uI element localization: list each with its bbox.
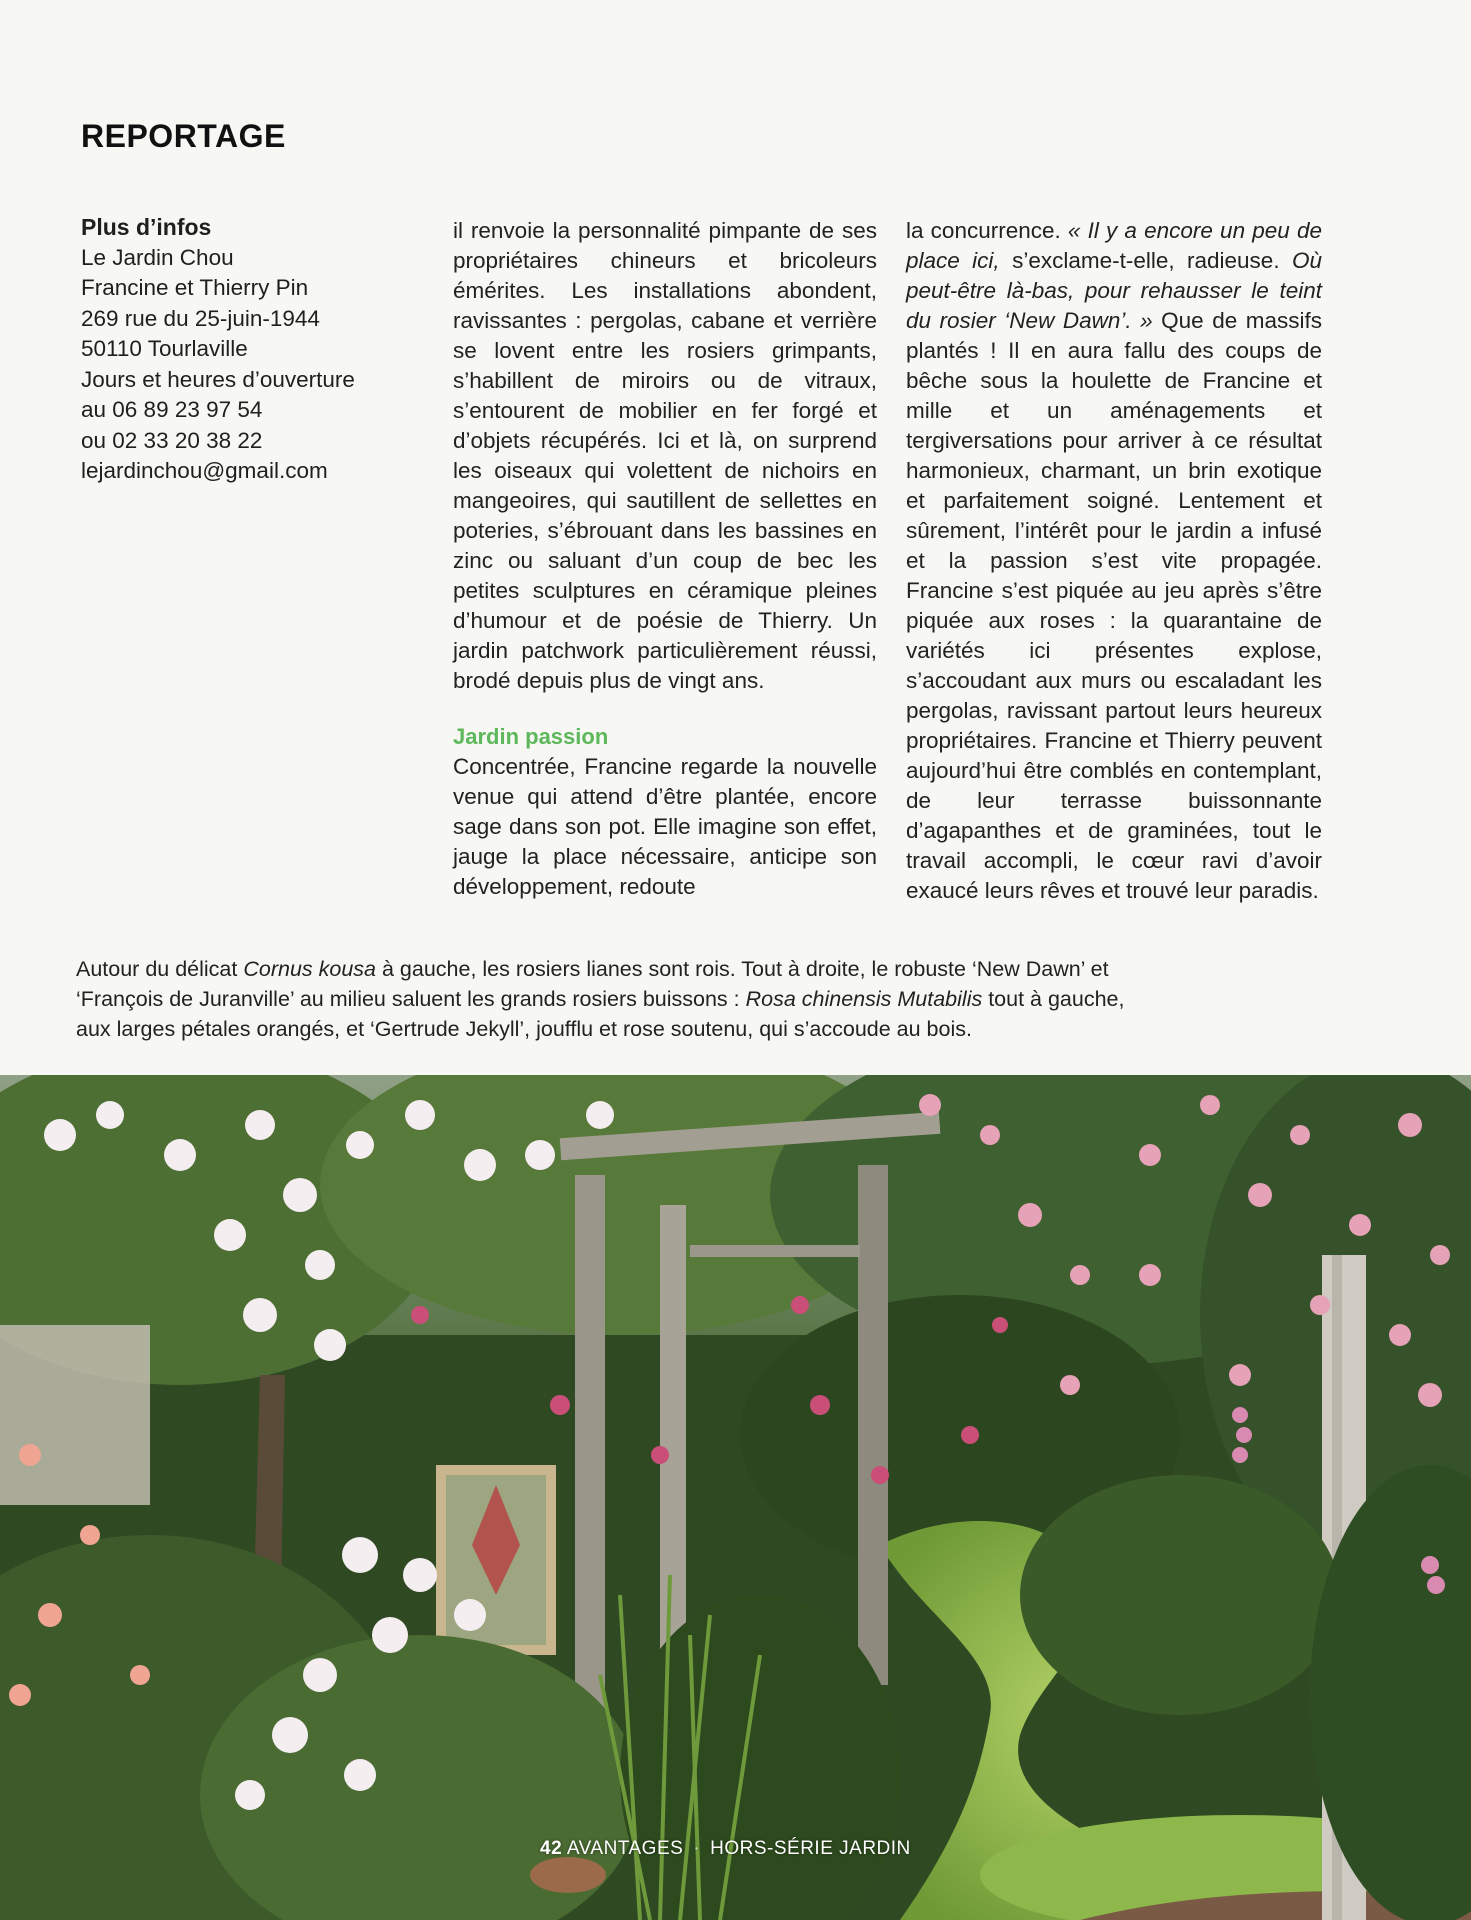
caption-text: tout à gauche, aux larges pétales orangés, et ‘Gertrude Jekyll’, joufflu et rose soutenu, qui s’accoude au bois. — [76, 987, 1125, 1041]
quote: Où peut-être là-bas, pour rehausser le teint du rosier ‘New Dawn’. » — [906, 248, 1322, 333]
info-hours: Jours et heures d’ouverture — [81, 366, 355, 392]
article-paragraph — [906, 216, 1322, 906]
info-email: lejardinchou@gmail.com — [81, 458, 328, 483]
page-number: 42 — [540, 1838, 563, 1859]
article-paragraph: il renvoie la personnalité pimpante de ses propriétaires chineurs et bricoleurs émérites. Les installations abondent, ravissantes : pergolas, cabane et verrière se lovent entre les rosiers grimpants, s’habillent de miroirs ou de vitraux, s’entourent de mobilier en fer forgé et d’objets récupérés. Ici et là, on surprend les oiseaux qui volettent de nichoirs en mangeoires, qui sautillent de sellettes en poteries, s’ébrouant dans les bassines en zinc ou saluant d’un coup de bec les petites sculptures en céramique pleines d’humour et de poésie de Thierry. Un jardin patchwork particulièrement réussi, brodé depuis plus de vingt ans. — [453, 218, 877, 693]
info-title: Plus d’infos — [81, 214, 212, 240]
info-box — [81, 212, 411, 487]
info-street: 269 rue du 25-juin-1944 — [81, 305, 320, 331]
info-owners: Francine et Thierry Pin — [81, 275, 309, 300]
page-footer — [540, 1838, 911, 1860]
caption-italic: Rosa chinensis Mutabilis — [745, 987, 983, 1011]
caption-text: à gauche, les rosiers lianes sont rois. Tout à droite, le robuste ‘New Dawn’ et ‘François de Juranville’ au milieu saluent les grands rosiers buissons : — [76, 957, 1109, 1011]
text-mid: s’exclame-t-elle, radieuse. — [1012, 248, 1280, 273]
info-city: 50110 Tourlaville — [81, 336, 248, 361]
article-paragraph: Concentrée, Francine regarde la nouvelle venue qui attend d’être plantée, encore sage dans son pot. Elle imagine son effet, jauge la place nécessaire, anticipe son développement, redoute — [453, 754, 877, 899]
article-column-3 — [906, 216, 1322, 906]
issue-name: HORS-SÉRIE JARDIN — [710, 1838, 911, 1859]
magazine-name: AVANTAGES — [566, 1838, 684, 1859]
photo-caption — [76, 954, 1156, 1044]
text-lead: la concurrence. — [906, 218, 1061, 243]
footer-separator: · — [693, 1838, 701, 1859]
info-phone-2: ou 02 33 20 38 22 — [81, 427, 263, 453]
info-garden-name: Le Jardin Chou — [81, 244, 234, 270]
garden-photo — [0, 1075, 1471, 1920]
caption-text: Autour du délicat — [76, 957, 244, 981]
text-rest: Que de massifs plantés ! Il en aura fallu des coups de bêche sous la houlette de Francine et mille et un aménagements et tergiversations pour arriver à ce résultat harmonieux, charmant, un brin exotique et parfaitement soigné. Lentement et sûrement, l’intérêt pour le jardin a infusé et la passion s’est vite propagée. Francine s’est piquée au jeu après s’être piquée aux roses : la quarantaine de variétés ici présentes explose, s’accoudant aux murs ou escaladant les pergolas, ravissant partout leurs heureux propriétaires. Francine et Thierry peuvent aujourd’hui être comblés en contemplant, de leur terrasse buissonnante d’agapanthes et de graminées, tout le travail accompli, le cœur ravi d’avoir exaucé leurs rêves et trouvé leur paradis. — [906, 308, 1322, 903]
quote: « Il y a encore un peu de place ici, — [906, 218, 1322, 273]
caption-italic: Cornus kousa — [243, 957, 376, 981]
section-title: REPORTAGE — [81, 118, 286, 154]
info-phone-1: au 06 89 23 97 54 — [81, 397, 263, 422]
subheading: Jardin passion — [453, 724, 609, 749]
article-column-2 — [453, 216, 877, 902]
